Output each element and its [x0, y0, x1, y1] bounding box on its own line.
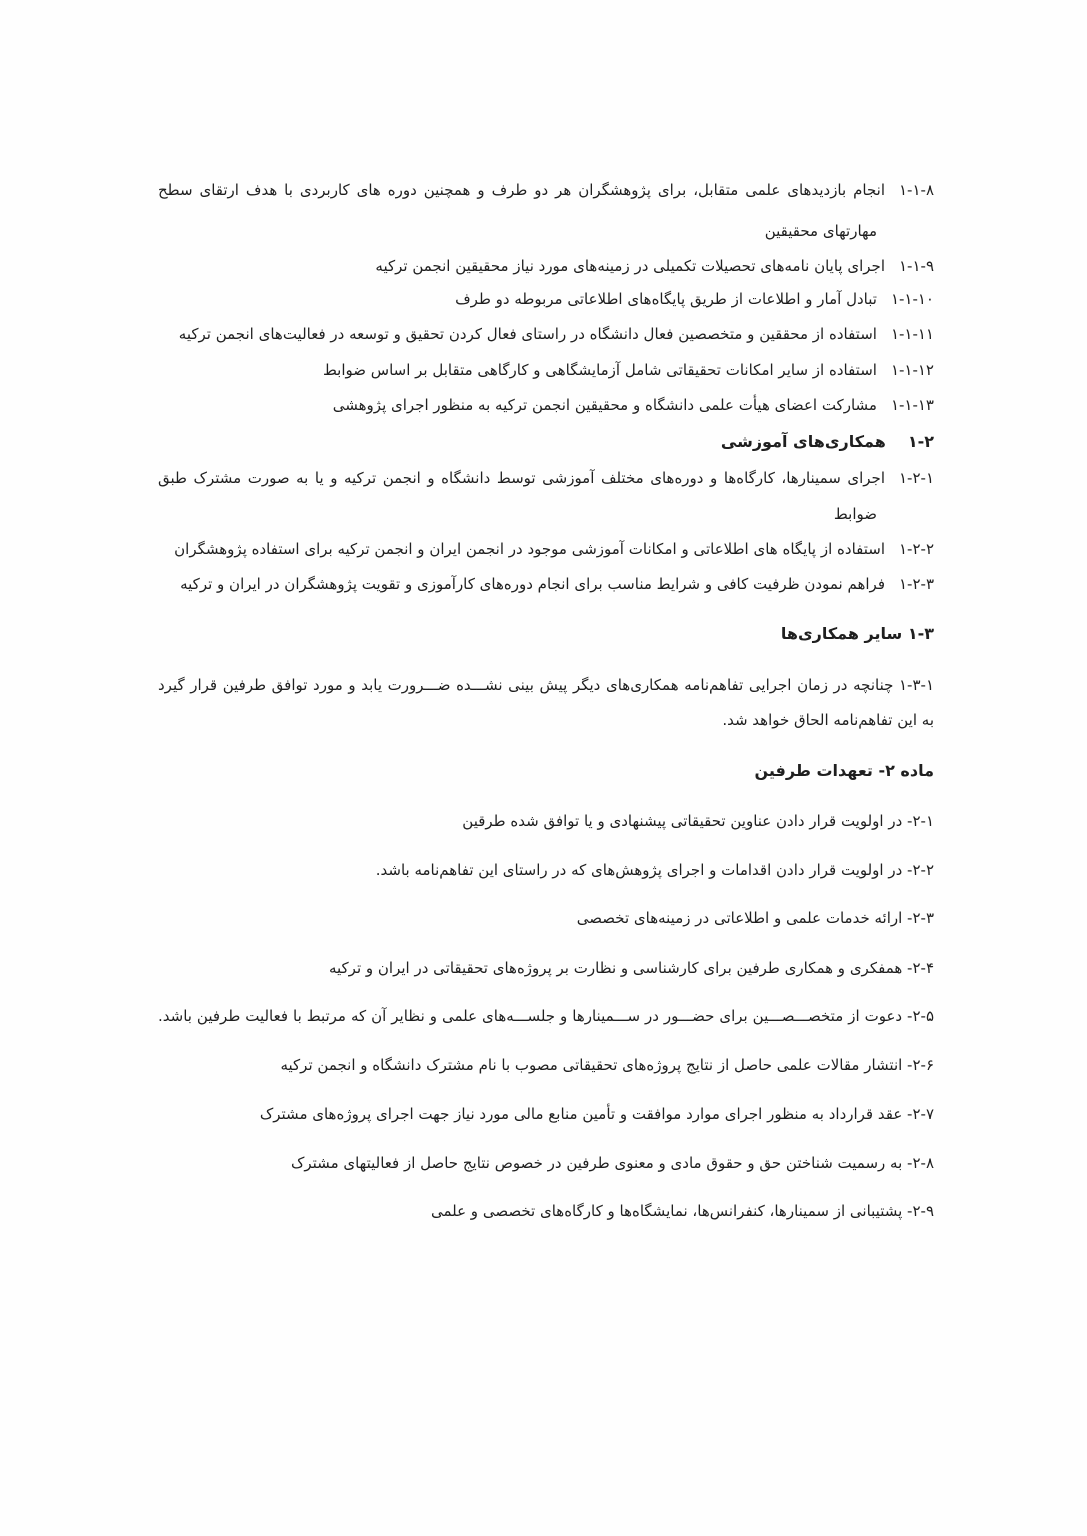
item-2-5: ۲-۵- دعوت از متخصـــصـــین برای حضـــور در ســـمینارها و جلســـه‌های علمی و نظایر آن که مرتبط با فعالیت طرفین باشد. — [158, 1007, 934, 1025]
item-1-3-1-continuation: به این تفاهم‌نامه الحاق خواهد شد. — [722, 711, 934, 729]
section-heading-1-3: ۱-۳ سایر همکاری‌ها — [780, 624, 934, 643]
item-2-1: ۲-۱- در اولویت قرار دادن عناوین تحقیقاتی پیشنهادی و یا توافق شده طرقین — [462, 812, 934, 830]
item-text: استفاده از پایگاه های اطلاعاتی و امکانات آموزشی موجود در انجمن ایران و انجمن ترکیه برای استفاده پژوهشگران — [174, 540, 885, 558]
item-text: اجرای پایان نامه‌های تحصیلات تکمیلی در زمینه‌های مورد نیاز محقیقین انجمن ترکیه — [375, 257, 885, 275]
item-2-2: ۲-۲- در اولویت قرار دادن اقدامات و اجرای پژوهش‌های که در راستای این تفاهم‌نامه باشد. — [375, 861, 934, 879]
item-number: ۱-۲-۱ — [899, 469, 934, 487]
item-1-1-13 — [333, 395, 934, 415]
item-number: ۱-۱-۸ — [899, 181, 934, 199]
item-2-8: ۲-۸- به رسمیت شناختن حق و حقوق مادی و معنوی طرفین در خصوص نتایج حاصل از فعالیتهای مشترک — [290, 1154, 934, 1172]
item-text: اجرای سمینارها، کارگاه‌ها و دوره‌های مختلف آموزشی توسط دانشگاه و انجمن ترکیه و یا به صورت مشترک طبق — [158, 469, 885, 487]
item-1-1-9 — [375, 256, 934, 276]
item-2-7: ۲-۷- عقد قرارداد به منظور اجرای موارد موافقت و تأمین منابع مالی مورد نیاز جهت اجرای پروژه‌های مشترک — [259, 1105, 934, 1123]
item-1-1-8-continuation: مهارتهای محقیقین — [764, 222, 877, 240]
item-number: ۱-۲-۳ — [899, 575, 934, 593]
section-number: ۱-۲ — [907, 432, 934, 451]
item-1-2-1 — [158, 468, 934, 488]
item-number: ۱-۱-۱۲ — [890, 361, 934, 379]
item-2-4: ۲-۴- همفکری و همکاری طرفین برای کارشناسی و نظارت بر پروژه‌های تحقیقاتی در ایران و ترکیه — [328, 959, 934, 977]
item-number: ۱-۱-۱۱ — [890, 325, 934, 343]
item-number: ۱-۲-۲ — [899, 540, 934, 558]
item-1-2-2 — [174, 539, 934, 559]
section-title: همکاری‌های آموزشی — [720, 432, 886, 451]
item-number: ۱-۱-۱۰ — [890, 290, 934, 308]
item-number: ۱-۱-۱۳ — [890, 396, 934, 414]
item-1-1-10 — [455, 289, 934, 309]
item-number: ۱-۱-۹ — [899, 257, 934, 275]
item-1-1-8 — [158, 180, 934, 200]
item-2-3: ۲-۳- ارائه خدمات علمی و اطلاعاتی در زمینه‌های تخصصی — [576, 909, 934, 927]
item-text: استفاده از سایر امکانات تحقیقاتی شامل آزمایشگاهی و کارگاهی متقابل بر اساس ضوابط — [322, 361, 877, 379]
item-2-6: ۲-۶- انتشار مقالات علمی حاصل از نتایج پروژه‌های تحقیقاتی مصوب با نام مشترک دانشگاه و انجمن ترکیه — [280, 1056, 934, 1074]
item-1-3-1: ۱-۳-۱ چنانچه در زمان اجرایی تفاهم‌نامه همکاری‌های دیگر پیش بینی نشـــده ضـــرورت یابد و مورد توافق طرفین قرار گیرد — [158, 676, 934, 694]
item-text: مشارکت اعضای هیأت علمی دانشگاه و محقیقین انجمن ترکیه به منظور اجرای پژوهشی — [332, 396, 877, 414]
item-1-1-11 — [179, 324, 934, 344]
item-1-2-1-continuation: ضوابط — [833, 505, 877, 523]
item-1-2-3 — [180, 574, 934, 594]
item-text: فراهم نمودن ظرفیت کافی و شرایط مناسب برای انجام دوره‌های کارآموزی و تقویت پژوهشگران در ایران و ترکیه — [180, 575, 885, 593]
item-text: تبادل آمار و اطلاعات از طریق پایگاه‌های اطلاعاتی مربوطه دو طرف — [455, 290, 877, 308]
section-heading-1-2 — [721, 431, 934, 453]
item-2-9: ۲-۹- پشتیبانی از سمینارها، کنفرانس‌ها، نمایشگاه‌ها و کارگاه‌های تخصصی و علمی — [430, 1202, 934, 1220]
item-text: استفاده از محققین و متخصصین فعال دانشگاه در راستای فعال کردن تحقیق و توسعه در فعالیت‌های انجمن ترکیه — [178, 325, 877, 343]
article-2-heading: ماده ۲- تعهدات طرفین — [754, 761, 934, 780]
item-text: انجام بازدیدهای علمی متقابل، برای پژوهشگران هر دو طرف و همچنین دوره های کاربردی با هدف ارتقای سطح — [158, 181, 885, 199]
item-1-1-12 — [323, 360, 934, 380]
